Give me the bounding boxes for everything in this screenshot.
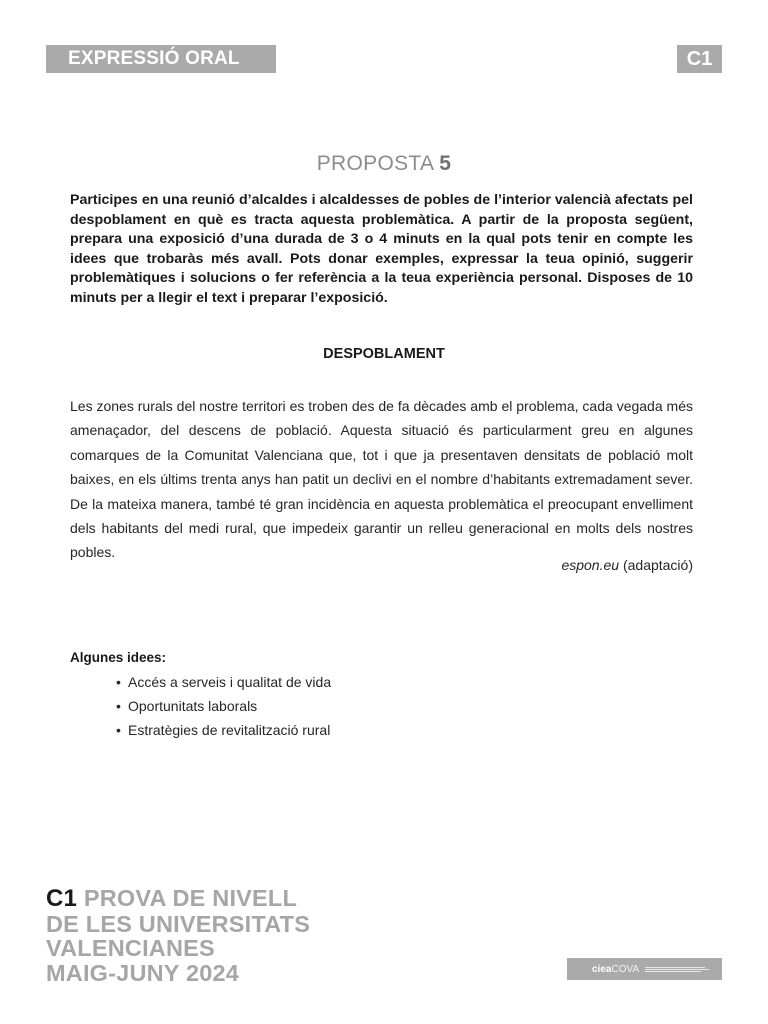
exam-line1: PROVA DE NIVELL: [83, 885, 298, 911]
idea-text: Estratègies de revitalització rural: [128, 722, 331, 738]
text-body: Les zones rurals del nostre territori es troben des de fa dècades amb el problema, cada vegada més amenaçador, del descens de població. Aquesta situació és particularment greu en algunes comarques de la Comunitat Valenciana que, tot i que ja presentaven densitats de població molt baixes, en els últims trenta anys han patit un declivi en el nombre d’habitants extremadament sever. De la mateixa manera, també té gran incidència en aquesta problemàtica el preocupant envelliment dels habitants del medi rural, que impedeix garantir un relleu generacional en molts dels nostres pobles.: [70, 398, 693, 561]
idea-text: Oportunitats laborals: [128, 698, 258, 714]
exam-title-line-4: MAIG-JUNY 2024: [46, 959, 240, 986]
idea-text: Accés a serveis i qualitat de vida: [128, 674, 332, 690]
instructions-paragraph: Participes en una reunió d’alcaldes i alcaldesses de pobles de l’interior valencià afectats pel despoblament en què es tracta aquesta problemàtica. A partir de la proposta següent, prepara una exposició d’una durada de 3 o 4 minuts en la qual pots tenir en compte les idees que trobaràs més avall. Pots donar exemples, expressar la teua opinió, suggerir problemàtiques i solucions o fer referència a la teua experiència personal. Disposes de 10 minuts per a llegir el text i preparar l’exposició.: [70, 192, 693, 306]
list-item: [116, 670, 331, 694]
list-item: [116, 694, 331, 718]
ideas-title: Algunes idees:: [70, 650, 167, 665]
logo-lines-icon: [645, 967, 709, 972]
ciea-cova-logo: [567, 958, 722, 980]
text-source: [70, 557, 693, 573]
section-header: [46, 45, 276, 73]
exam-level: C1: [46, 885, 78, 912]
bullet-icon: •: [116, 674, 121, 690]
bullet-icon: •: [116, 698, 121, 714]
source-note: (adaptació): [622, 557, 693, 573]
logo-wordmark: [592, 964, 639, 975]
level-badge: [677, 45, 722, 73]
exam-title-line-2: DE LES UNIVERSITATS: [46, 910, 311, 937]
proposal-number: 5: [439, 152, 452, 175]
ideas-list: [116, 670, 331, 742]
section-title: EXPRESSIÓ ORAL: [68, 48, 240, 69]
proposal-heading: [0, 152, 768, 176]
logo-part2: COVA: [611, 963, 640, 975]
proposal-label: PROPOSTA: [316, 152, 434, 175]
level-label: C1: [686, 48, 713, 70]
bullet-icon: •: [116, 722, 121, 738]
logo-part1: ciea: [592, 963, 612, 975]
list-item: [116, 718, 331, 742]
exam-title-line-1: [46, 886, 310, 912]
text-title: DESPOBLAMENT: [323, 346, 445, 362]
exam-title-line-3: VALENCIANES: [46, 935, 215, 961]
exam-title: [46, 886, 310, 985]
source-site: espon.eu: [561, 557, 620, 573]
